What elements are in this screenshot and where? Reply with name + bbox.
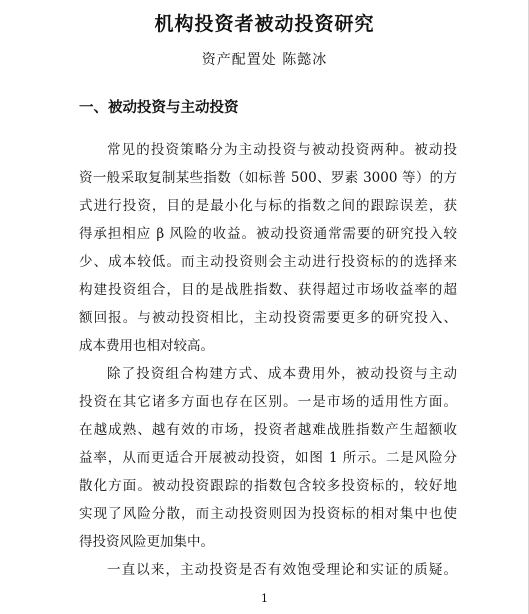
paragraph-line: 益率，从而更适合开展被动投资，如图 1 所示。二是风险分 — [79, 450, 457, 466]
paragraph-line: 实现了风险分散，而主动投资则因为投资标的相对集中也使 — [79, 506, 457, 522]
paragraph-line: 除了投资组合构建方式、成本费用外，被动投资与主动 — [107, 366, 457, 382]
paragraph-line: 资一般采取复制某些指数（如标普 500、罗素 3000 等）的方 — [79, 170, 457, 186]
paragraph-line: 一直以来，主动投资是否有效饱受理论和实证的质疑。 — [107, 562, 457, 578]
paragraph-line: 额回报。与被动投资相比，主动投资需要更多的研究投入、 — [79, 310, 457, 326]
paragraph-line: 构建投资组合，目的是战胜指数、获得超过市场收益率的超 — [79, 282, 457, 298]
paragraph-line: 式进行投资，目的是最小化与标的指数之间的跟踪误差，获 — [79, 198, 457, 214]
paragraph-line: 常见的投资策略分为主动投资与被动投资两种。被动投 — [107, 142, 457, 158]
paragraph-line: 成本费用也相对较高。 — [79, 338, 214, 354]
paragraph-line: 在越成熟、越有效的市场，投资者越难战胜指数产生超额收 — [79, 422, 457, 438]
section-heading: 一、被动投资与主动投资 — [79, 100, 239, 116]
paragraph-line: 得承担相应 β 风险的收益。被动投资通常需要的研究投入较 — [79, 226, 457, 242]
paragraph-line: 投资在其它诸多方面也存在区别。一是市场的适用性方面。 — [79, 394, 457, 410]
page-number: 1 — [261, 592, 268, 605]
paragraph-line: 得投资风险更加集中。 — [79, 534, 214, 550]
paragraph-line: 散化方面。被动投资跟踪的指数包含较多投资标的，较好地 — [79, 478, 457, 494]
author-line: 资产配置处 陈懿冰 — [201, 52, 328, 68]
paragraph-line: 少、成本较低。而主动投资则会主动进行投资标的的选择来 — [79, 254, 457, 270]
document-title: 机构投资者被动投资研究 — [154, 13, 375, 35]
